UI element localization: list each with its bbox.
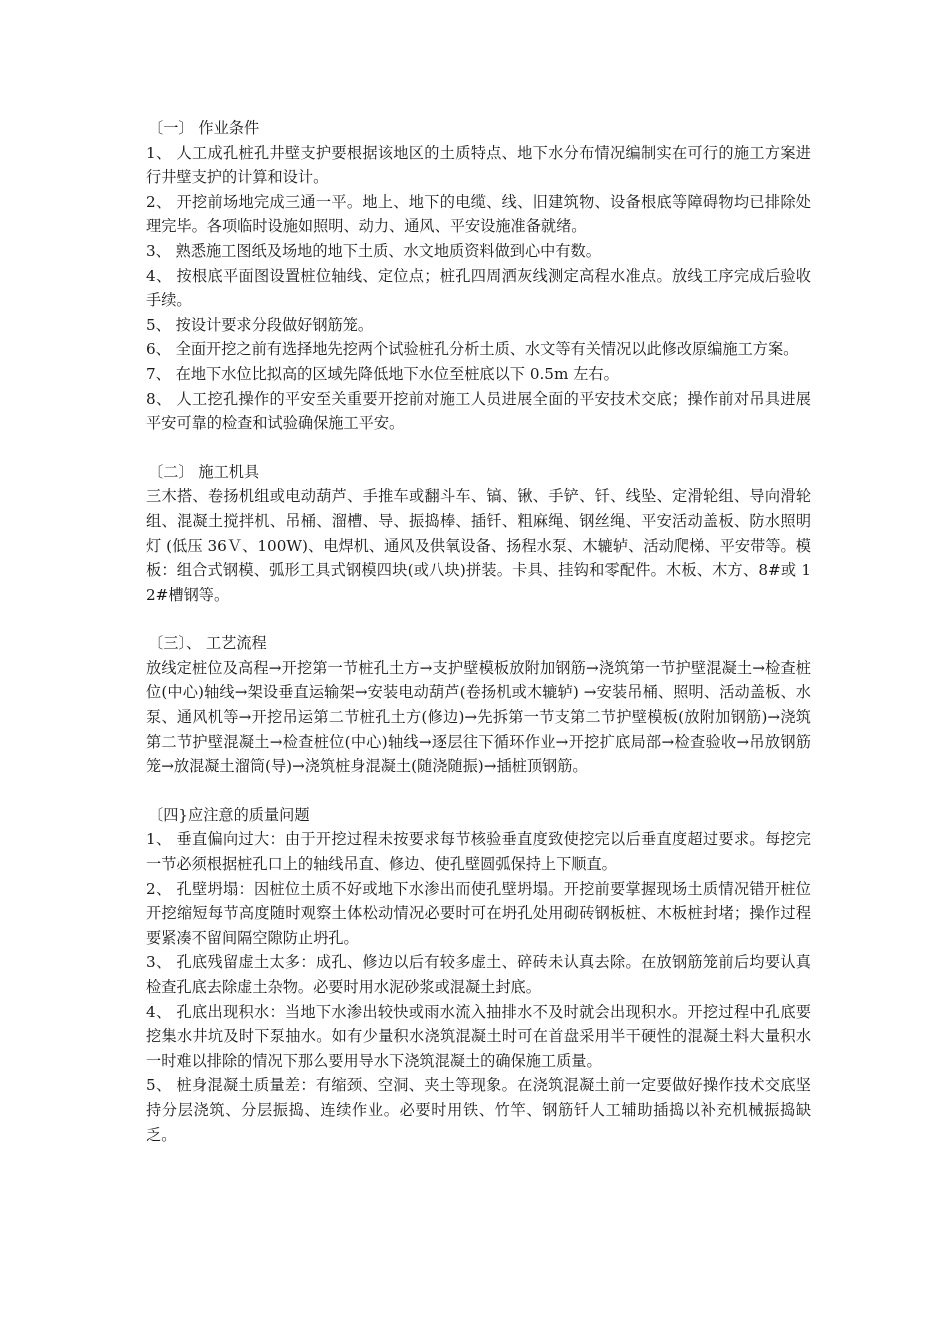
paragraph: 2、 开挖前场地完成三通一平。地上、地下的电缆、线、旧建筑物、设备根底等障碍物均已排除处理完毕。各项临时设施如照明、动力、通风、平安设施准备就绪。: [146, 192, 811, 236]
paragraph: 7、 在地下水位比拟高的区域先降低地下水位至桩底以下 0.5m 左右。: [146, 364, 619, 383]
paragraph: 5、 桩身混凝土质量差：有缩颈、空洞、夹土等现象。在浇筑混凝土前一定要做好操作技术交底坚持分层浇筑、分层振捣、连续作业。必要时用铁、竹竿、钢筋钎人工辅助插捣以补充机械振捣缺乏。: [146, 1076, 811, 1144]
section-heading: 〔三〕、 工艺流程: [148, 634, 267, 653]
paragraph: 1、 垂直偏向过大：由于开挖过程未按要求每节核验垂直度致使挖完以后垂直度超过要求。每挖完一节必须根据桩孔口上的轴线吊直、修边、使孔壁圆弧保持上下顺直。: [146, 830, 811, 874]
section-heading: 〔一〕 作业条件: [148, 119, 260, 137]
section-quality-issues: [146, 803, 811, 1147]
paragraph: 3、 孔底残留虚土太多：成孔、修边以后有较多虚土、碎砖未认真去除。在放钢筋笼前后均要认真检查孔底去除虚土杂物。必要时用水泥砂浆或混凝土封底。: [146, 953, 811, 996]
paragraph: 放线定桩位及高程→开挖第一节桩孔土方→支护壁模板放附加钢筋→浇筑第一节护壁混凝土→检查桩位(中心)轴线→架设垂直运输架→安装电动葫芦(卷扬机或木辘轳) →安装吊桶、照明、活动盖板、水泵、通风机等→开挖吊运第二节桩孔土方(修边)→先拆第一节支第二节护壁模板(放附加钢筋)→浇筑第二节护壁混凝土→检查桩位(中心)轴线→逐层往下循环作业→开挖扩底局部→检查验收→吊放钢筋笼→放混凝土溜筒(导)→浇筑桩身混凝土(随浇随振)→插桩顶钢筋。: [146, 658, 811, 776]
paragraph: 4、 孔底出现积水：当地下水渗出较快或雨水流入抽排水不及时就会出现积水。开挖过程中孔底要挖集水井坑及时下泵抽水。如有少量积水浇筑混凝土时可在首盘采用半干硬性的混凝土料大量积水一时难以排除的情况下那么要用导水下浇筑混凝土的确保施工质量。: [146, 1002, 811, 1070]
section-construction-tools: [146, 460, 811, 608]
section-heading: 〔二〕 施工机具: [148, 462, 260, 481]
paragraph: 三木搭、卷扬机组或电动葫芦、手推车或翻斗车、镐、锹、手铲、钎、线坠、定滑轮组、导向滑轮组、混凝土搅拌机、吊桶、溜槽、导、振捣棒、插钎、粗麻绳、钢丝绳、平安活动盖板、防水照明灯 (低压 36Ｖ、100W)、电焊机、通风及供氧设备、扬程水泵、木辘轳、活动爬梯、平安带等。模板：组合式钢模、弧形工具式钢模四块(或八块)拼装。卡具、挂钩和零配件。木板、木方、8#或 12#槽钢等。: [146, 487, 811, 604]
paragraph: 1、 人工成孔桩孔井壁支护要根据该地区的土质特点、地下水分布情况编制实在可行的施工方案进行井壁支护的计算和设计。: [146, 143, 811, 187]
paragraph: 8、 人工挖孔操作的平安至关重要开挖前对施工人员进展全面的平安技术交底；操作前对吊具进展平安可靠的检查和试验确保施工平安。: [146, 389, 811, 433]
paragraph: 5、 按设计要求分段做好钢筋笼。: [146, 315, 374, 334]
paragraph: 4、 按根底平面图设置桩位轴线、定位点；桩孔四周洒灰线测定高程水准点。放线工序完成后验收手续。: [146, 266, 811, 310]
section-heading: 〔四}应注意的质量问题: [148, 805, 310, 824]
paragraph: 2、 孔壁坍塌：因桩位土质不好或地下水渗出而使孔壁坍塌。开挖前要掌握现场土质情况错开桩位开挖缩短每节高度随时观察土体松动情况必要时可在坍孔处用砌砖钢板桩、木板桩封堵；操作过程要紧凑不留间隔空隙防止坍孔。: [146, 879, 811, 947]
paragraph: 6、 全面开挖之前有选择地先挖两个试验桩孔分析土质、水文等有关情况以此修改原编施工方案。: [146, 340, 799, 359]
document-page: [146, 116, 811, 1147]
section-process-flow: [146, 631, 811, 779]
paragraph: 3、 熟悉施工图纸及场地的地下土质、水文地质资料做到心中有数。: [146, 241, 601, 260]
section-work-conditions: [146, 116, 811, 436]
